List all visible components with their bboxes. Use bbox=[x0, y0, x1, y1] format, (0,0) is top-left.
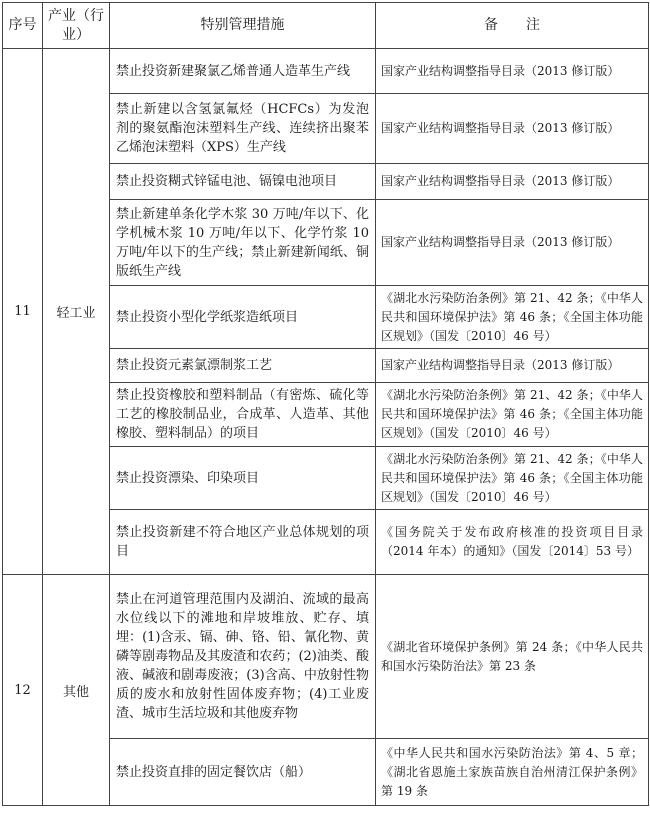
header-note: 备 注 bbox=[376, 3, 649, 49]
measure-cell: 禁止投资新建不符合地区产业总体规划的项目 bbox=[110, 510, 376, 575]
note-cell: 《湖北水污染防治条例》第 21、42 条；《中华人民共和国环境保护法》第 46 条；《全国主体功能区规划》（国发〔2010〕46 号） bbox=[376, 383, 649, 447]
measure-cell: 禁止新建单条化学木浆 30 万吨/年以下、化学机械木浆 10 万吨/年以下、化学竹浆 10 万吨/年以下的生产线；禁止新建新闻纸、铜版纸生产线 bbox=[110, 200, 376, 286]
measure-cell: 禁止投资橡胶和塑料制品（有密炼、硫化等工艺的橡胶制品业，合成革、人造革、其他橡胶、塑料制品）的项目 bbox=[110, 383, 376, 447]
note-cell: 国家产业结构调整指导目录（2013 修订版） bbox=[376, 49, 649, 94]
note-cell: 《湖北水污染防治条例》第 21、42 条；《中华人民共和国环境保护法》第 46 条；《全国主体功能区规划》（国发〔2010〕46 号） bbox=[376, 447, 649, 510]
measure-cell: 禁止投资糊式锌锰电池、镉镍电池项目 bbox=[110, 164, 376, 200]
note-cell: 国家产业结构调整指导目录（2013 修订版） bbox=[376, 164, 649, 200]
note-cell: 国家产业结构调整指导目录（2013 修订版） bbox=[376, 349, 649, 383]
header-row bbox=[3, 3, 649, 49]
measure-cell: 禁止新建以含氢氯氟烃（HCFCs）为发泡剂的聚氨酯泡沫塑料生产线、连续挤出聚苯乙烯泡沫塑料（XPS）生产线 bbox=[110, 94, 376, 164]
note-cell: 《湖北省环境保护条例》第 24 条；《中华人民共和国水污染防治法》第 23 条 bbox=[376, 575, 649, 739]
note-cell: 《湖北水污染防治条例》第 21、42 条；《中华人民共和国环境保护法》第 46 条；《全国主体功能区规划》（国发〔2010〕46 号） bbox=[376, 286, 649, 349]
note-cell: 《中华人民共和国水污染防治法》第 4、5 章；《湖北省恩施土家族苗族自治州清江保护条例》第 19 条 bbox=[376, 739, 649, 806]
measure-cell: 禁止投资漂染、印染项目 bbox=[110, 447, 376, 510]
measure-cell: 禁止在河道管理范围内及湖泊、流域的最高水位线以下的滩地和岸坡堆放、贮存、填埋：(1)含汞、镉、砷、铬、铅、氰化物、黄磷等剧毒物品及其废渣和农药；(2)油类、酸液、碱液和剧毒废液；(3)含高、中放射性物质的废水和放射性固体废弃物；(4)工业废渣、城市生活垃圾和其他废弃物 bbox=[110, 575, 376, 739]
table-row bbox=[3, 575, 649, 739]
group-industry: 其他 bbox=[43, 575, 110, 806]
measure-cell: 禁止投资新建聚氯乙烯普通人造革生产线 bbox=[110, 49, 376, 94]
measure-cell: 禁止投资元素氯漂制浆工艺 bbox=[110, 349, 376, 383]
note-cell: 国家产业结构调整指导目录（2013 修订版） bbox=[376, 94, 649, 164]
group-seq: 12 bbox=[3, 575, 43, 806]
note-cell: 国家产业结构调整指导目录（2013 修订版） bbox=[376, 200, 649, 286]
header-industry: 产业（行业） bbox=[43, 3, 110, 49]
measures-table bbox=[2, 2, 649, 806]
note-cell: 《国务院关于发布政府核准的投资项目目录（2014 年本）的通知》（国发〔2014〕53 号） bbox=[376, 510, 649, 575]
measure-cell: 禁止投资小型化学纸浆造纸项目 bbox=[110, 286, 376, 349]
table-row bbox=[3, 49, 649, 94]
header-seq: 序号 bbox=[3, 3, 43, 49]
group-industry: 轻工业 bbox=[43, 49, 110, 575]
measure-cell: 禁止投资直排的固定餐饮店（船） bbox=[110, 739, 376, 806]
group-seq: 11 bbox=[3, 49, 43, 575]
header-measure: 特别管理措施 bbox=[110, 3, 376, 49]
